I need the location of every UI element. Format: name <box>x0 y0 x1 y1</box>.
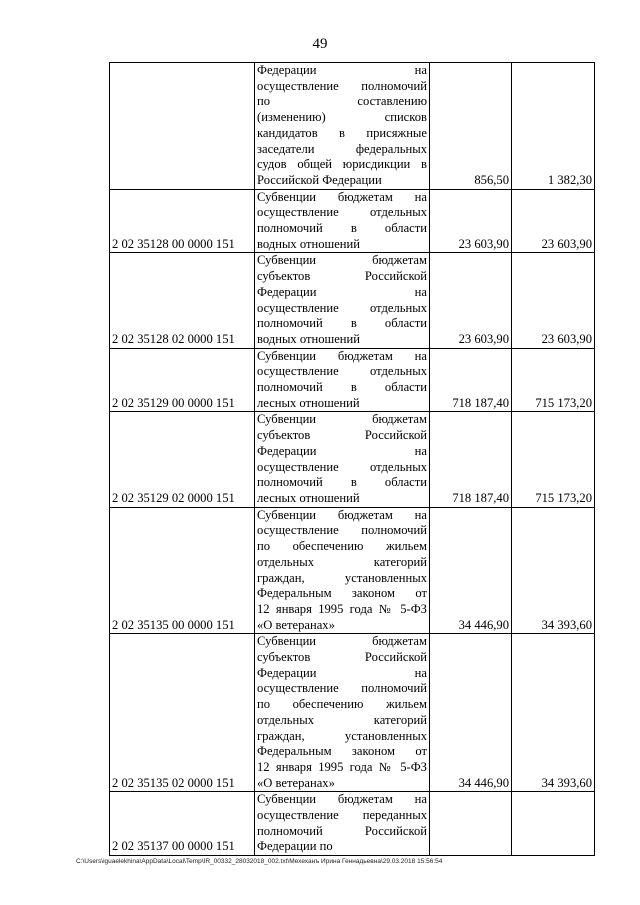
description-line: «О ветеранах» <box>257 617 335 632</box>
description-line: Российской Федерации <box>257 172 382 187</box>
amount-cell-second <box>512 792 595 856</box>
page-number: 49 <box>312 36 328 52</box>
budget-code-cell <box>110 63 255 190</box>
description-cell <box>255 189 430 253</box>
description-line: Федерации на <box>257 665 427 680</box>
budget-table-body <box>110 63 595 856</box>
amount-cell-first: 856,50 <box>430 63 512 190</box>
amount-cell-first: 23 603,90 <box>430 189 512 253</box>
description-line: по составлению <box>257 94 427 109</box>
amount-cell-first: 23 603,90 <box>430 253 512 348</box>
description-line: осуществление полномочий <box>257 523 427 538</box>
description-line: полномочий в области <box>257 380 427 395</box>
description-line: Федеральным законом от <box>257 586 427 601</box>
table-row <box>110 189 595 253</box>
budget-code-cell: 2 02 35135 02 0000 151 <box>110 634 255 792</box>
table-row <box>110 253 595 348</box>
budget-code-cell: 2 02 35137 00 0000 151 <box>110 792 255 856</box>
table-row <box>110 348 595 412</box>
description-line: субъектов Российской <box>257 650 427 665</box>
description-line: осуществление отдельных <box>257 364 427 379</box>
description-line: «О ветеранах» <box>257 775 335 790</box>
description-line: осуществление полномочий <box>257 681 427 696</box>
table-row <box>110 63 595 190</box>
description-line: Федерации на <box>257 63 427 77</box>
description-line: водных отношений <box>257 331 361 346</box>
amount-cell-second: 34 393,60 <box>512 507 595 634</box>
description-line: Субвенции бюджетам на <box>257 507 427 522</box>
description-line: 12 января 1995 года № 5-ФЗ <box>257 759 427 774</box>
amount-cell-second: 715 173,20 <box>512 348 595 412</box>
amount-cell-second: 23 603,90 <box>512 189 595 253</box>
description-line: полномочий Российской <box>257 823 427 838</box>
description-line: 12 января 1995 года № 5-ФЗ <box>257 601 427 616</box>
description-line: осуществление отдельных <box>257 459 427 474</box>
description-line: субъектов Российской <box>257 428 427 443</box>
description-line: полномочий в области <box>257 475 427 490</box>
description-cell <box>255 412 430 507</box>
description-line: Субвенции бюджетам <box>257 412 427 427</box>
description-line: осуществление переданных <box>257 808 427 823</box>
amount-cell-first: 34 446,90 <box>430 634 512 792</box>
description-line: граждан, установленных <box>257 570 427 585</box>
table-row <box>110 792 595 856</box>
table-row <box>110 507 595 634</box>
amount-cell-first: 718 187,40 <box>430 348 512 412</box>
description-line: отдельных категорий <box>257 712 427 727</box>
description-line: осуществление отдельных <box>257 300 427 315</box>
amount-cell-second: 23 603,90 <box>512 253 595 348</box>
description-line: осуществление отдельных <box>257 205 427 220</box>
description-line: Федерации по <box>257 839 333 854</box>
description-line: Субвенции бюджетам <box>257 634 427 649</box>
description-cell <box>255 63 430 190</box>
description-line: заседатели федеральных <box>257 141 427 156</box>
description-line: осуществление полномочий <box>257 78 427 93</box>
description-line: лесных отношений <box>257 490 360 505</box>
description-line: полномочий в области <box>257 221 427 236</box>
description-line: граждан, установленных <box>257 728 427 743</box>
description-line: субъектов Российской <box>257 269 427 284</box>
description-line: по обеспечению жильем <box>257 539 427 554</box>
description-cell <box>255 507 430 634</box>
description-line: судов общей юрисдикции в <box>257 157 427 172</box>
description-line: (изменению) списков <box>257 110 427 125</box>
description-line: Субвенции бюджетам на <box>257 189 427 204</box>
description-line: Федеральным законом от <box>257 744 427 759</box>
table-row <box>110 634 595 792</box>
amount-cell-first <box>430 792 512 856</box>
description-line: Федерации на <box>257 443 427 458</box>
description-line: по обеспечению жильем <box>257 697 427 712</box>
budget-code-cell: 2 02 35135 00 0000 151 <box>110 507 255 634</box>
budget-code-cell: 2 02 35128 02 0000 151 <box>110 253 255 348</box>
amount-cell-first: 34 446,90 <box>430 507 512 634</box>
amount-cell-second: 34 393,60 <box>512 634 595 792</box>
description-line: Субвенции бюджетам на <box>257 792 427 807</box>
description-cell <box>255 792 430 856</box>
description-line: кандидатов в присяжные <box>257 125 427 140</box>
amount-cell-first: 718 187,40 <box>430 412 512 507</box>
budget-table <box>109 62 595 856</box>
footer-file-path: C:\Users\iguaelekhina\AppData\Local\Temp\IR_00332_28032018_002.txt\Мехеханъ Ирина Геннадьевна\29.03.2018 15:56:54 <box>76 858 443 865</box>
description-line: отдельных категорий <box>257 554 427 569</box>
description-cell <box>255 348 430 412</box>
description-cell <box>255 253 430 348</box>
description-line: Субвенции бюджетам <box>257 253 427 268</box>
budget-code-cell: 2 02 35128 00 0000 151 <box>110 189 255 253</box>
budget-code-cell: 2 02 35129 02 0000 151 <box>110 412 255 507</box>
description-line: Федерации на <box>257 284 427 299</box>
description-line: водных отношений <box>257 236 361 251</box>
description-line: лесных отношений <box>257 395 360 410</box>
amount-cell-second: 1 382,30 <box>512 63 595 190</box>
description-line: Субвенции бюджетам на <box>257 348 427 363</box>
budget-code-cell: 2 02 35129 00 0000 151 <box>110 348 255 412</box>
table-row <box>110 412 595 507</box>
description-line: полномочий в области <box>257 316 427 331</box>
description-cell <box>255 634 430 792</box>
amount-cell-second: 715 173,20 <box>512 412 595 507</box>
